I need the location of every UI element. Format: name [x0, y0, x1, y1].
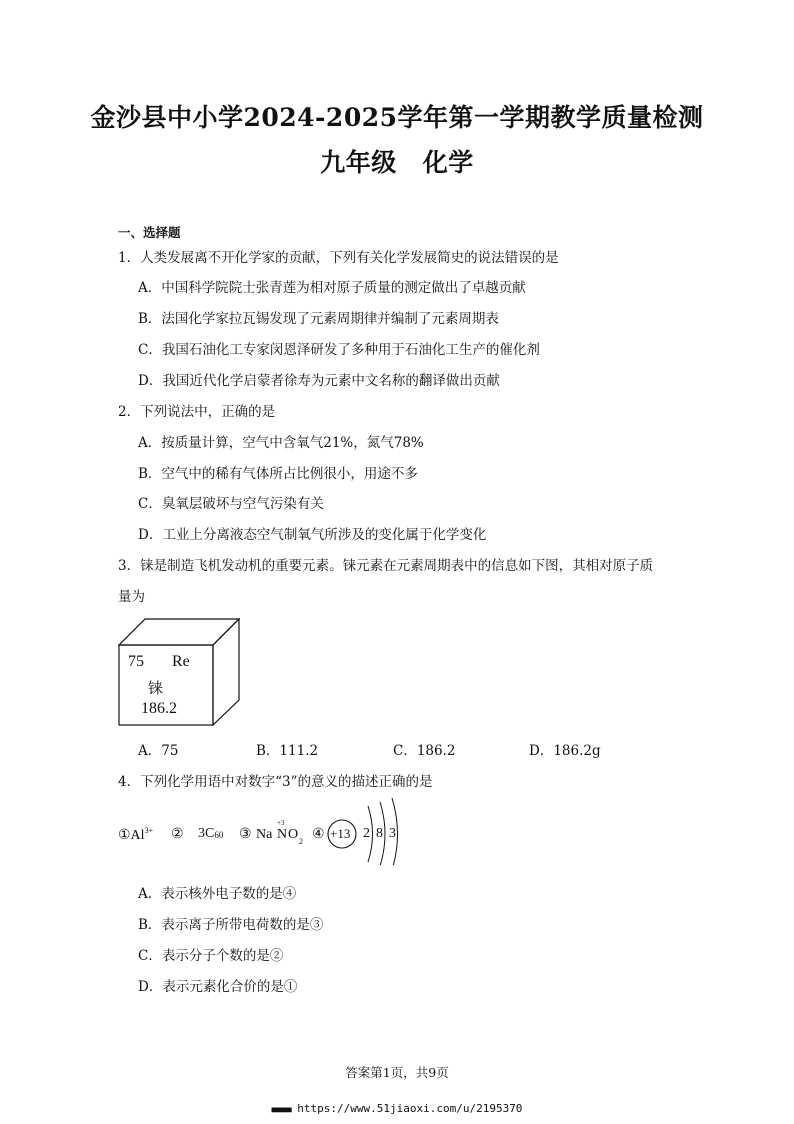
formula-3-mark: ③: [239, 827, 252, 842]
formula-3-oxygen: O: [288, 827, 299, 842]
question-4-option-a: A．表示核外电子数的是④: [138, 886, 297, 902]
element-name: 铼: [148, 679, 164, 697]
question-4-option-d: D．表示元素化合价的是①: [138, 979, 298, 995]
question-3-stem-continued: 量为: [118, 589, 145, 605]
url-link[interactable]: https://www.51jiaoxi.com/u/2195370: [297, 1102, 523, 1115]
question-4-stem: 4．下列化学用语中对数字“3”的意义的描述正确的是: [118, 774, 433, 790]
question-4-option-b: B．表示离子所带电荷数的是③: [138, 917, 324, 933]
question-2-option-c: C．臭氧层破坏与空气污染有关: [138, 496, 324, 512]
formula-3-valence: +3: [277, 819, 285, 827]
grade-label: 九年级: [320, 148, 397, 177]
formula-3-sodium: Na: [256, 827, 273, 842]
question-3-option-a: A．75: [138, 743, 179, 759]
element-cube-outline: [118, 618, 240, 726]
question-3-option-d: D．186.2g: [529, 743, 601, 759]
nucleus-charge: +13: [330, 826, 351, 841]
electron-shell-3: 3: [389, 826, 396, 841]
question-1-stem: 1．人类发展离不开化学家的贡献，下列有关化学发展简史的说法错误的是: [118, 250, 559, 266]
question-3-option-b: B．111.2: [256, 743, 319, 759]
page-footer: 答案第1页，共9页: [345, 1065, 449, 1080]
question-2-option-d: D．工业上分离液态空气制氧气所涉及的变化属于化学变化: [138, 527, 487, 543]
question-2-option-a: A．按质量计算，空气中含氧气21%，氮气78%: [138, 435, 424, 451]
electron-shell-2: 8: [376, 826, 383, 841]
question-3-stem: 3．铼是制造飞机发动机的重要元素。铼元素在元素周期表中的信息如下图，其相对原子质: [118, 558, 654, 574]
chemical-notation-row: [118, 793, 438, 865]
question-2-option-b: B．空气中的稀有气体所占比例很小，用途不多: [138, 466, 418, 482]
section-heading: 一、选择题: [118, 225, 181, 240]
element-card: [118, 618, 240, 726]
question-1-option-d: D．我国近代化学启蒙者徐寿为元素中文名称的翻译做出贡献: [138, 373, 500, 389]
question-1-option-b: B．法国化学家拉瓦锡发现了元素周期律并编制了元素周期表: [138, 311, 499, 327]
element-symbol: Re: [172, 653, 190, 670]
element-atomic-number: 75: [128, 653, 144, 670]
formula-2-mark: ②: [171, 827, 184, 842]
question-2-stem: 2．下列说法中，正确的是: [118, 404, 276, 420]
exam-title: 金沙县中小学2024-2025学年第一学期教学质量检测: [90, 103, 704, 132]
question-3-option-c: C．186.2: [393, 743, 456, 759]
formula-1-aluminum-ion: $①Al^{3+}$: [118, 826, 154, 843]
electron-shell-1: 2: [363, 826, 370, 841]
formula-4-mark: ④: [312, 827, 325, 842]
question-4-option-c: C．表示分子个数的是②: [138, 948, 284, 964]
source-url[interactable]: [0, 1102, 794, 1115]
question-1-option-c: C．我国石油化工专家闵恩泽研发了多种用于石油化工生产的催化剂: [138, 342, 540, 358]
exam-subtitle: [0, 143, 794, 179]
question-3-options: [0, 739, 794, 759]
formula-3-nitrogen: N: [277, 827, 288, 842]
url-prefix: ■■■■■: [271, 1105, 291, 1114]
formula-3-oxygen-subscript: 2: [299, 837, 303, 846]
subject-label: 化学: [422, 148, 474, 177]
question-1-option-a: A．中国科学院院士张青莲为相对原子质量的测定做出了卓越贡献: [138, 280, 526, 296]
formula-2-fullerene: $3C_{60}$: [198, 826, 224, 841]
element-atomic-mass: 186.2: [141, 700, 177, 717]
